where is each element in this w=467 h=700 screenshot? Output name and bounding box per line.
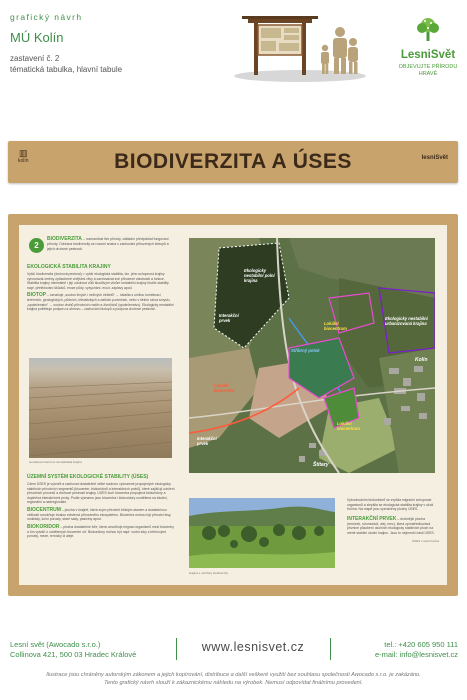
left-text-column-lower: [27, 474, 175, 539]
intro-block: [27, 236, 175, 260]
intro-text: – rozmanitost live přírody, základní předpoklad fungování přírody. Ochrana biodiverzity se rozumí snaha o zachování přirozených biotopů a jejich druhové pestrosti.: [47, 237, 169, 251]
map-label-kolin: Kolín: [415, 357, 428, 363]
biocentrum-block: [27, 507, 175, 522]
header-block: [10, 12, 210, 75]
legal-notice: [10, 672, 457, 687]
kolin-crest-icon: ▥: [19, 148, 28, 158]
header-subtitle-line2: tématická tabulka, hlavní tabule: [10, 65, 123, 74]
header-subtitle: [10, 53, 210, 75]
board-title: BIODIVERZITA A ÚSES: [114, 150, 352, 173]
interakcni-block: [347, 516, 439, 536]
map-label-lokalni-biocentrum-2: Lokální biocentrum: [337, 421, 360, 431]
uses-text: Cílem ÚSES je vytvořit a zachovat dostatečně velké souboru významně propojených ekologicky stabilních přírodních segmentů (biocenter, biokoridorů a interakčních prvků), které zajišťují udržení přírodních procesů a druhové pestrosti krajiny. ÚSES tvoří biocentra propojená biokoridory a doplněná interakčními prvky. Podle významu jsou biocentra i biokoridory rozdělena na lokální, regionální a nadregionální.: [27, 482, 175, 504]
biokoridor-text: – plocha dostatečné šíře, která umožňuje migraci organismů mezi biocentry a tím vytváří z oddělených biocenter síť. Biokoridory mohou být např. vodní toky s břehovými porosty, meze, remízky či aleje.: [27, 524, 174, 538]
header-kicker: grafický návrh: [10, 12, 83, 22]
lesnisvet-logo: [392, 16, 464, 78]
map-caption: ÚSES v okolí Kolína: [411, 539, 439, 543]
biokoridor-block: [27, 524, 175, 539]
header-subtitle-line1: zastavení č. 2: [10, 54, 60, 63]
biotop-heading: BIOTOP: [27, 292, 47, 298]
board-right-logo: lesniSvět: [421, 155, 448, 161]
footer-company: Lesní svět (Awocado s.r.o.): [10, 640, 101, 649]
footer-web-link[interactable]: www.lesnisvet.cz: [201, 640, 305, 654]
logo-tagline-line1: OBJEVUJTE PŘÍRODU: [398, 64, 458, 70]
stability-heading: EKOLOGICKÁ STABILITA KRAJINY: [27, 264, 111, 270]
map-label-interakcni-2: Interakční prvek: [197, 436, 217, 446]
biocentrum-text: – plocha v krajině, která svým přírodně blízkým stavem a dostatečnou velikostí umožňuje trvalou existenci přirozeného ekosystému. Biocentra mohou být přírodní lesy, mokřady, luční porosty, staré sady, pastviny apod.: [27, 507, 172, 521]
logo-name: LesniSvět: [400, 49, 456, 61]
logo-tagline: [392, 64, 464, 78]
landscape-photo: [189, 498, 335, 568]
footer-tel[interactable]: tel.: +420 605 950 111: [384, 640, 458, 649]
right-text-column: [347, 498, 439, 544]
kolin-logo-text: kolín: [18, 158, 29, 164]
biocentrum-heading: BIOCENTRUM: [27, 506, 61, 513]
interakcni-heading: INTERAKČNÍ PRVEK: [347, 515, 397, 522]
map-label-interakcni-1: Interakční prvek: [219, 313, 239, 323]
footer-divider-right: [330, 638, 331, 660]
footer-email[interactable]: e-mail: info@lesnisvet.cz: [374, 650, 458, 659]
map-label-lokalni-biokoridor: Lokální biokoridor: [214, 383, 235, 393]
footer-contact-block: [375, 640, 458, 660]
tree-icon: [413, 16, 443, 42]
map-label-urbanizovana: Ekologicky nestabilní urbanizovaná krajina: [385, 316, 428, 326]
aerial-map: [189, 238, 435, 473]
footer-address: Collinova 421, 500 03 Hradec Králové: [10, 650, 137, 659]
biotop-block: [27, 292, 175, 312]
logo-tagline-line2: HRAVĚ: [418, 71, 438, 77]
biokoridor-heading: BIOKORIDOR: [27, 523, 60, 530]
title-board: [8, 141, 458, 183]
uses-heading: ÚZEMNÍ SYSTÉM EKOLOGICKÉ STABILITY (ÚSES): [27, 474, 149, 480]
map-label-stitary: Štítary: [313, 462, 329, 468]
map-label-stribrny-potok: Stříbrný potok: [291, 348, 320, 353]
field-photo: [29, 358, 172, 458]
photo2-caption: krajina s ostrůvky biodiverzity: [189, 571, 229, 575]
map-label-ekologicky-nestabilni: Ekologicky nestabilní polní krajina: [244, 268, 275, 283]
legal-line1: Ilustrace jsou chráněny autorským zákonem a jejich kopírování, distribuce a další veškeré využití bez souhlasu společnosti Awocado s.r.o. je zakázáno.: [46, 672, 421, 678]
biotop-text: – označuje „soubor živých i neživých činitelů“ → lokalita s určitou kombinací terénních, geologických, půdních, klimatických a dalších podmínek, nebo v širším slova smyslu „společenství“ → soubor druhů přírodních rostlin a živočichů (společenstvo). Ekologicky nestabilní krajina potřebuje podporu a obnovu – zachování biotopů a podpora druhové pestrosti.: [27, 293, 174, 311]
interakcni-text: – drobnější plocha (remízek, stromořadí, alej, mez), která zprostředkovává příznivé působení okolních ekologicky stabilních ploch na méně stabilní okolní krajinu. Jsou to nejmenší části ÚSES.: [347, 516, 435, 535]
header-client: MÚ Kolín: [10, 30, 64, 45]
right-intro: Vybudováním biokoridorů se zvýšila migrační schopnost organismů a zlepšila se ekologická stabilita krajiny v okolí Kolína. Na mapě jsou vyznačeny plochy ÚSES.: [347, 498, 434, 511]
location-pin-icon: 2: [29, 238, 44, 253]
left-text-column: [27, 236, 175, 312]
photo1-caption: současná intenzivní zemědělská krajina: [29, 460, 82, 464]
legal-line2: Tento grafický návrh slouží k zákaznickému náhledu na výrobek. Nemusí odpovídat finálnímu provedení.: [104, 679, 363, 686]
map-label-lokalni-biocentrum-1: Lokální biocentrum: [324, 321, 347, 331]
signboard-family-illustration: [230, 14, 370, 84]
intro-heading: BIODIVERZITA: [47, 236, 82, 242]
stability-text: Vyšší biodiverzita (druhová pestrost) = vyšší ekologická stabilita, tzn. jeho schopnost krajiny vyrovnávat změny způsobené vnějšími vlivy a zachovávat své přirozené vlastnosti a funkce. Stabilita krajiny minimálně i její odolnost vůči škodlivým vlivům nestabilní krajiny hlubší stability např. přetěžování škůdců, eroze půdy, vysychání, erozi, záplavy apod.: [27, 272, 169, 290]
footer-company-block: [10, 640, 136, 660]
